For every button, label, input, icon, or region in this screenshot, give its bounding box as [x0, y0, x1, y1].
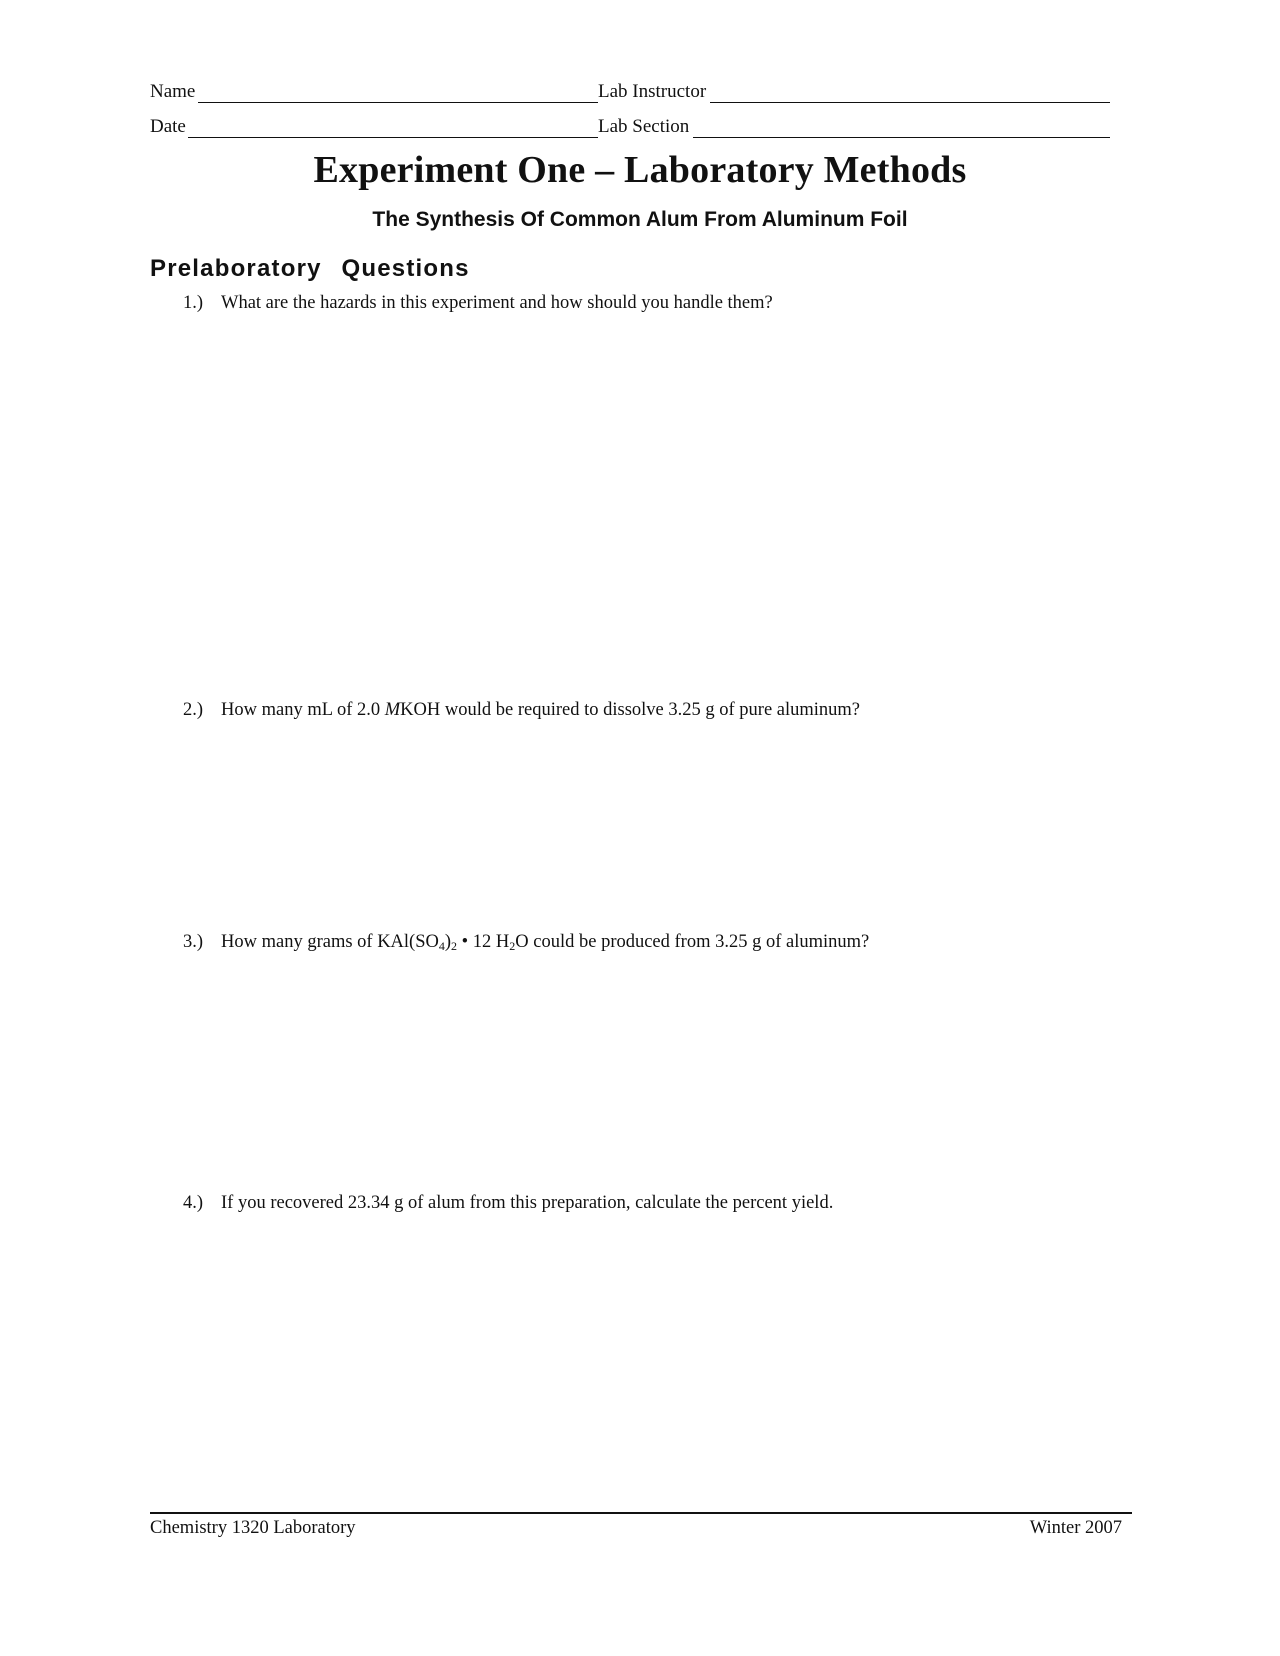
- name-label: Name: [150, 81, 196, 102]
- header-row-date: [150, 114, 1110, 140]
- question-2: [183, 700, 860, 721]
- question-4: [183, 1193, 833, 1214]
- section-heading: Prelaboratory Questions: [150, 255, 470, 282]
- page-title: Experiment One – Laboratory Methods: [313, 149, 967, 191]
- question-text-post: O could be produced from 3.25 g of aluminum?: [515, 932, 870, 952]
- name-field[interactable]: [198, 102, 598, 103]
- question-text-post: KOH would be required to dissolve 3.25 g of pure aluminum?: [400, 700, 861, 720]
- question-number: 1.): [183, 293, 204, 313]
- header-row-name: [150, 79, 1110, 105]
- question-text: If you recovered 23.34 g of alum from this preparation, calculate the percent yield.: [221, 1193, 834, 1213]
- section-label: Lab Section: [598, 116, 690, 137]
- question-text-pre: How many mL of 2.0: [221, 700, 385, 720]
- question-1: [183, 293, 773, 314]
- footer-left: Chemistry 1320 Laboratory: [150, 1518, 356, 1538]
- question-number: 2.): [183, 700, 204, 720]
- date-field[interactable]: [188, 137, 598, 138]
- subscript: 2: [509, 939, 516, 953]
- page-subtitle: The Synthesis Of Common Alum From Aluminum Foil: [372, 208, 908, 231]
- date-label: Date: [150, 116, 186, 137]
- section-field[interactable]: [693, 137, 1110, 138]
- question-text-mid2: • 12 H: [457, 932, 510, 952]
- question-text-mid: ): [444, 932, 452, 952]
- molarity-symbol: M: [384, 700, 401, 720]
- instructor-field[interactable]: [710, 102, 1110, 103]
- footer-right: Winter 2007: [1029, 1518, 1122, 1538]
- footer-rule: [150, 1512, 1132, 1514]
- question-number: 3.): [183, 932, 204, 952]
- question-number: 4.): [183, 1193, 204, 1213]
- subscript: 2: [451, 939, 458, 953]
- question-text-pre: How many grams of KAl(SO: [221, 932, 439, 952]
- instructor-label: Lab Instructor: [598, 81, 707, 102]
- question-3: [183, 932, 869, 953]
- subscript: 4: [438, 939, 445, 953]
- question-text: What are the hazards in this experiment and how should you handle them?: [221, 293, 773, 313]
